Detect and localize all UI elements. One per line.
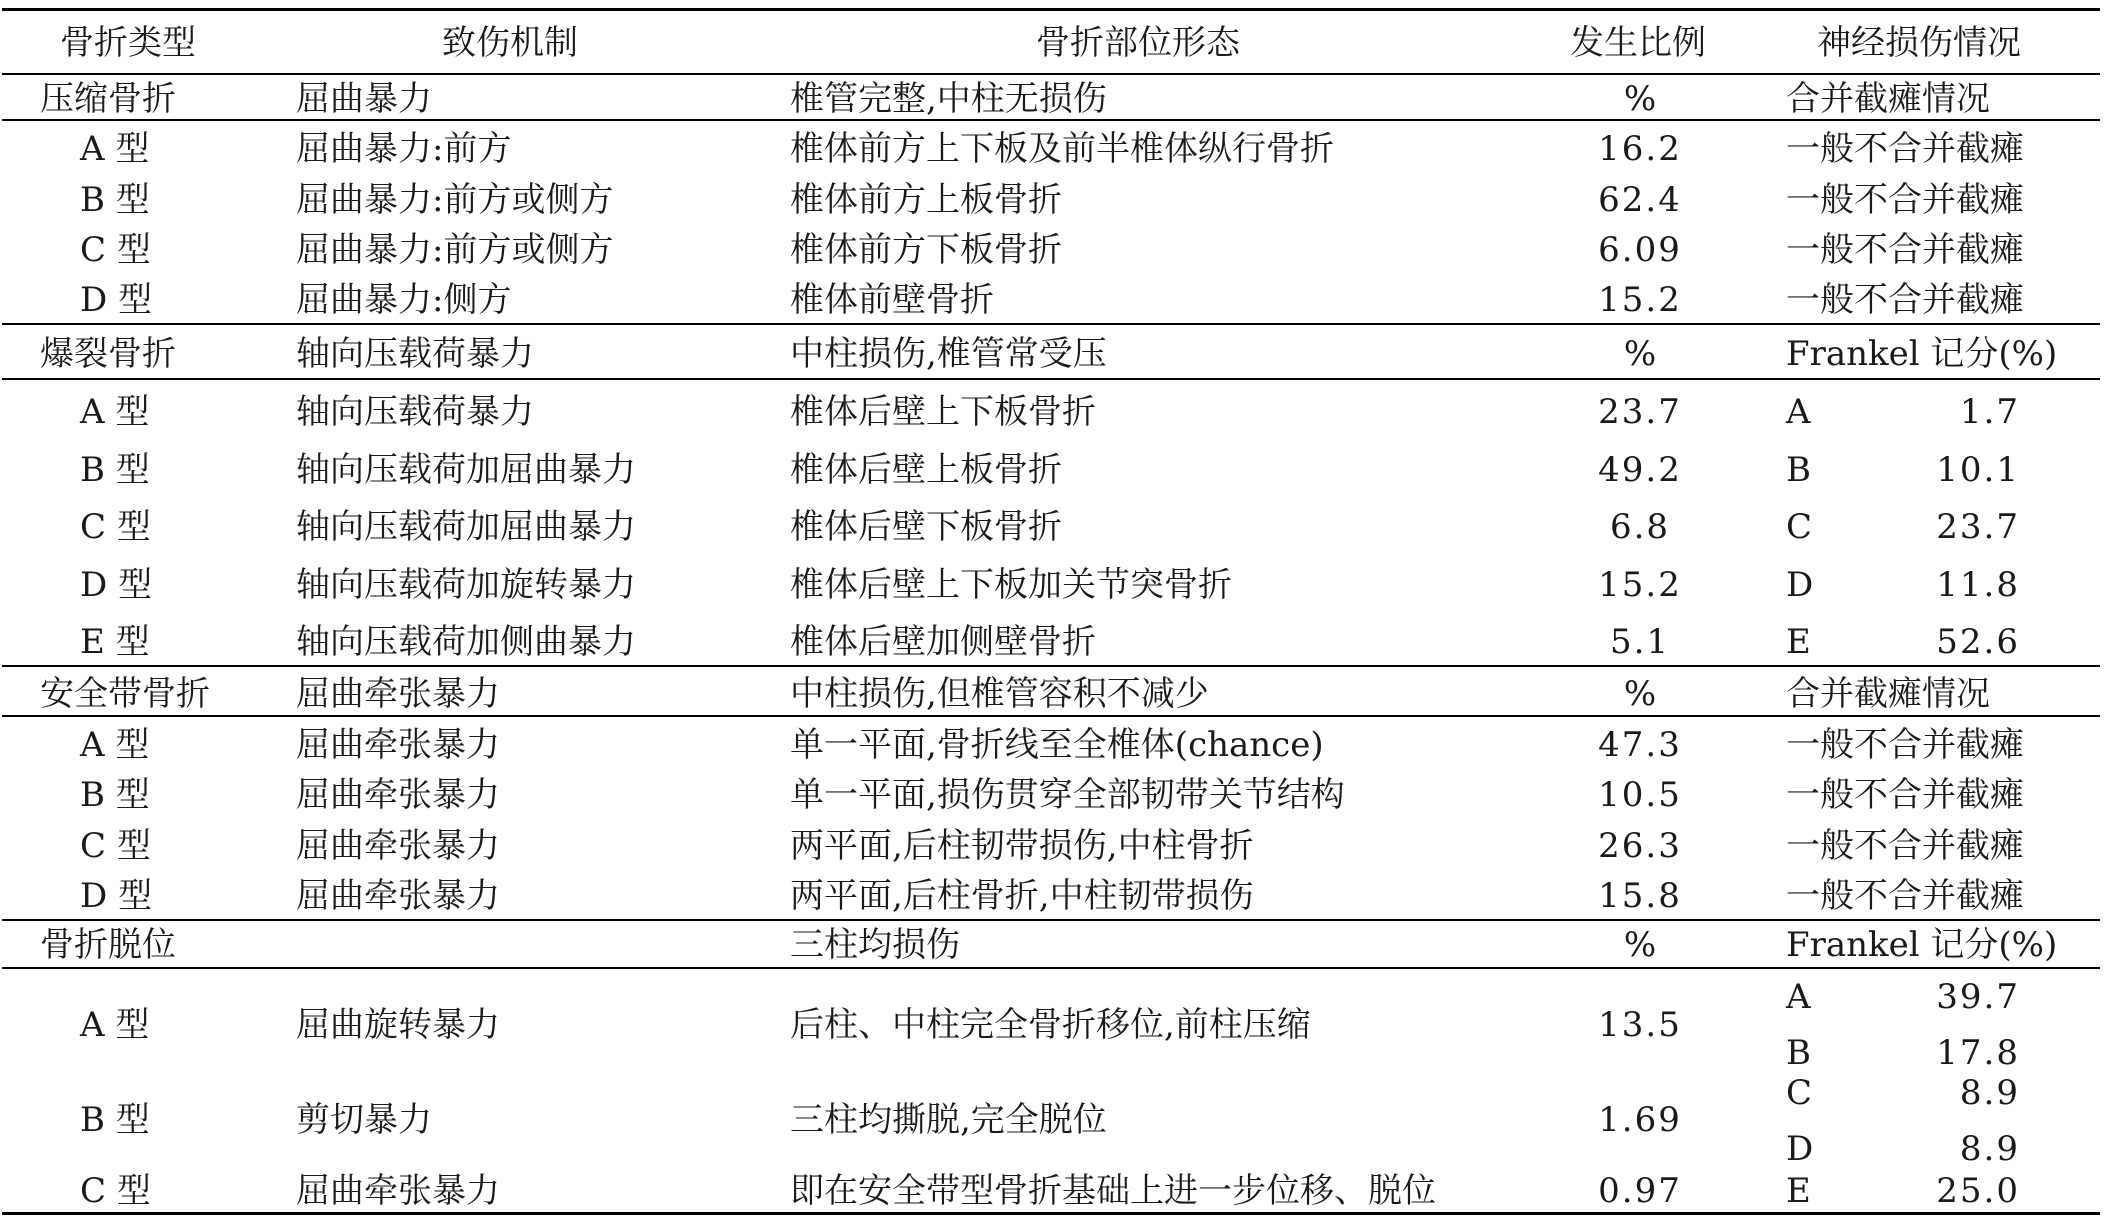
section-ratio-label: % [1623, 925, 1657, 965]
row-morphology: 椎体后壁加侧壁骨折 [790, 622, 1096, 662]
row-ratio: 15.8 [1598, 876, 1682, 916]
row-ratio: 0.97 [1598, 1171, 1682, 1211]
section-ratio-label: % [1623, 79, 1657, 119]
row-mechanism: 屈曲旋转暴力 [296, 1005, 500, 1045]
row-morphology: 椎体前方上板骨折 [790, 180, 1062, 220]
section-type: 安全带骨折 [40, 674, 210, 714]
row-morphology: 椎体前方上下板及前半椎体纵行骨折 [790, 129, 1334, 169]
row-mechanism: 屈曲牵张暴力 [296, 1171, 500, 1211]
row-morphology: 椎体后壁下板骨折 [790, 507, 1062, 547]
row-ratio: 62.4 [1598, 180, 1682, 220]
section-4-top-rule [2, 919, 2100, 921]
row-type: A 型 [80, 392, 150, 432]
header-morphology: 骨折部位形态 [1036, 23, 1240, 63]
row-morphology: 两平面,后柱骨折,中柱韧带损伤 [790, 876, 1254, 916]
section-neuro-label: 合并截瘫情况 [1786, 79, 1990, 119]
frankel-score: 39.7 [1936, 977, 2020, 1017]
row-ratio: 1.69 [1598, 1100, 1682, 1140]
row-ratio: 5.1 [1609, 622, 1671, 662]
row-morphology: 后柱、中柱完全骨折移位,前柱压缩 [790, 1005, 1311, 1045]
row-ratio: 26.3 [1598, 826, 1682, 866]
row-ratio: 23.7 [1598, 392, 1682, 432]
row-mechanism: 轴向压载荷暴力 [296, 392, 534, 432]
row-neuro: 一般不合并截瘫 [1786, 180, 2024, 220]
frankel-grade: E [1786, 622, 1811, 662]
row-type: C 型 [80, 230, 151, 270]
row-morphology: 椎体后壁上下板骨折 [790, 392, 1096, 432]
section-1-rule [2, 119, 2100, 121]
frankel-grade: B [1786, 1033, 1811, 1073]
row-morphology: 椎体后壁上下板加关节突骨折 [790, 565, 1232, 605]
frankel-grade: B [1786, 450, 1811, 490]
row-neuro: 一般不合并截瘫 [1786, 129, 2024, 169]
row-type: A 型 [80, 725, 150, 765]
row-morphology: 单一平面,损伤贯穿全部韧带关节结构 [790, 775, 1345, 815]
row-type: D 型 [80, 280, 153, 320]
header-mechanism: 致伤机制 [442, 23, 578, 63]
bottom-rule [2, 1212, 2100, 1215]
frankel-score: 17.8 [1936, 1033, 2020, 1073]
section-type: 骨折脱位 [40, 925, 176, 965]
frankel-grade: A [1786, 977, 1811, 1017]
row-ratio: 47.3 [1598, 725, 1682, 765]
section-morphology: 三柱均损伤 [790, 925, 960, 965]
frankel-grade: C [1786, 1073, 1813, 1113]
top-rule [2, 8, 2100, 11]
header-rule [2, 73, 2100, 75]
section-morphology: 中柱损伤,但椎管容积不减少 [790, 674, 1209, 714]
frankel-score: 10.1 [1936, 450, 2020, 490]
row-neuro: 一般不合并截瘫 [1786, 280, 2024, 320]
section-type: 压缩骨折 [40, 79, 176, 119]
row-type: C 型 [80, 507, 151, 547]
row-mechanism: 轴向压载荷加侧曲暴力 [296, 622, 636, 662]
section-neuro-label: Frankel 记分(%) [1786, 334, 2058, 374]
row-type: B 型 [80, 180, 150, 220]
row-mechanism: 屈曲暴力:前方 [296, 129, 512, 169]
row-type: B 型 [80, 775, 150, 815]
row-ratio: 49.2 [1598, 450, 1682, 490]
section-ratio-label: % [1623, 674, 1657, 714]
frankel-score: 23.7 [1936, 507, 2020, 547]
frankel-score: 8.9 [1959, 1129, 2020, 1169]
row-type: C 型 [80, 1171, 151, 1211]
header-ratio: 发生比例 [1570, 23, 1706, 63]
section-3-top-rule [2, 665, 2100, 667]
row-mechanism: 屈曲暴力:侧方 [296, 280, 512, 320]
frankel-grade: D [1786, 1129, 1814, 1169]
section-ratio-label: % [1623, 334, 1657, 374]
row-type: A 型 [80, 1005, 150, 1045]
row-type: D 型 [80, 565, 153, 605]
row-mechanism: 轴向压载荷加屈曲暴力 [296, 507, 636, 547]
row-mechanism: 剪切暴力 [296, 1100, 432, 1140]
frankel-score: 25.0 [1936, 1171, 2020, 1211]
row-morphology: 椎体后壁上板骨折 [790, 450, 1062, 490]
header-neuro: 神经损伤情况 [1817, 23, 2021, 63]
row-morphology: 椎体前方下板骨折 [790, 230, 1062, 270]
row-mechanism: 屈曲牵张暴力 [296, 826, 500, 866]
section-mechanism: 轴向压载荷暴力 [296, 334, 534, 374]
section-3-rule [2, 715, 2100, 717]
row-neuro: 一般不合并截瘫 [1786, 775, 2024, 815]
row-mechanism: 屈曲暴力:前方或侧方 [296, 230, 614, 270]
row-ratio: 15.2 [1598, 565, 1682, 605]
frankel-grade: C [1786, 507, 1813, 547]
frankel-score: 1.7 [1959, 392, 2020, 432]
row-ratio: 10.5 [1598, 775, 1682, 815]
row-mechanism: 屈曲牵张暴力 [296, 876, 500, 916]
row-mechanism: 屈曲牵张暴力 [296, 775, 500, 815]
frankel-score: 52.6 [1936, 622, 2020, 662]
row-type: A 型 [80, 129, 150, 169]
section-4-rule [2, 967, 2100, 969]
row-type: D 型 [80, 876, 153, 916]
frankel-score: 8.9 [1959, 1073, 2020, 1113]
row-morphology: 椎体前壁骨折 [790, 280, 994, 320]
row-ratio: 6.09 [1598, 230, 1682, 270]
section-morphology: 中柱损伤,椎管常受压 [790, 334, 1107, 374]
frankel-grade: E [1786, 1171, 1811, 1211]
row-morphology: 两平面,后柱韧带损伤,中柱骨折 [790, 826, 1254, 866]
row-neuro: 一般不合并截瘫 [1786, 230, 2024, 270]
section-neuro-label: Frankel 记分(%) [1786, 925, 2058, 965]
row-mechanism: 轴向压载荷加屈曲暴力 [296, 450, 636, 490]
row-morphology: 即在安全带型骨折基础上进一步位移、脱位 [790, 1171, 1436, 1211]
frankel-grade: A [1786, 392, 1811, 432]
section-mechanism: 屈曲暴力 [296, 79, 432, 119]
row-type: B 型 [80, 450, 150, 490]
section-neuro-label: 合并截瘫情况 [1786, 674, 1990, 714]
row-ratio: 16.2 [1598, 129, 1682, 169]
row-mechanism: 屈曲暴力:前方或侧方 [296, 180, 614, 220]
frankel-grade: D [1786, 565, 1814, 605]
header-fracture-type: 骨折类型 [60, 23, 196, 63]
row-morphology: 三柱均撕脱,完全脱位 [790, 1100, 1107, 1140]
row-mechanism: 轴向压载荷加旋转暴力 [296, 565, 636, 605]
row-neuro: 一般不合并截瘫 [1786, 876, 2024, 916]
row-morphology: 单一平面,骨折线至全椎体(chance) [790, 725, 1324, 765]
row-mechanism: 屈曲牵张暴力 [296, 725, 500, 765]
row-ratio: 15.2 [1598, 280, 1682, 320]
section-morphology: 椎管完整,中柱无损伤 [790, 79, 1107, 119]
row-ratio: 13.5 [1598, 1005, 1682, 1045]
row-type: B 型 [80, 1100, 150, 1140]
frankel-score: 11.8 [1936, 565, 2020, 605]
section-2-top-rule [2, 323, 2100, 325]
row-ratio: 6.8 [1609, 507, 1671, 547]
row-neuro: 一般不合并截瘫 [1786, 725, 2024, 765]
section-2-rule [2, 378, 2100, 380]
section-type: 爆裂骨折 [40, 334, 176, 374]
row-type: E 型 [80, 622, 150, 662]
section-mechanism: 屈曲牵张暴力 [296, 674, 500, 714]
row-neuro: 一般不合并截瘫 [1786, 826, 2024, 866]
row-type: C 型 [80, 826, 151, 866]
